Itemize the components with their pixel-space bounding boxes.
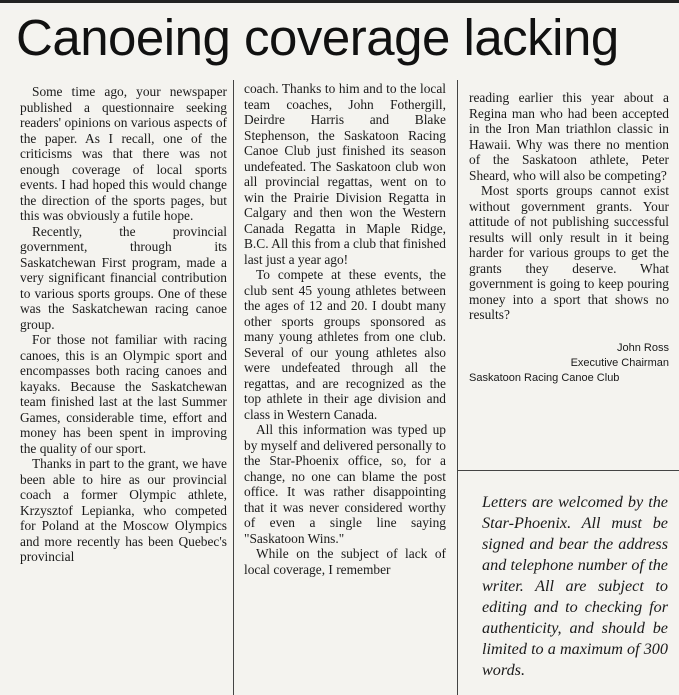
paragraph: For those not familiar with racing canoes, this is an Olympic sport and encompasses both racing canoes and kayaks. Because the Saskatchewan team finished last at the last Summer Games, considerable time, effort and money has been spent in improving the quality of our sport. <box>20 332 227 456</box>
paragraph: All this information was typed up by myself and delivered personally to the Star-Phoenix office, so, for a change, no one can blame the post office. It was rather disappointing that it was never considered worthy of even a single line saying "Saskatoon Wins." <box>244 422 446 546</box>
paragraph: While on the subject of lack of local coverage, I remember <box>244 546 446 577</box>
paragraph: To compete at these events, the club sent 45 young athletes between the ages of 12 and 20. I doubt many other sports groups sponsored as many young athletes from one club. Several of our young athletes also were undefeated through all the regattas, and are recognized as the top athlete in their age division and class in Western Canada. <box>244 267 446 422</box>
column-3 <box>469 90 669 386</box>
paragraph: coach. Thanks to him and to the local team coaches, John Fothergill, Deirdre Harris and Blake Stephenson, the Saskatoon Racing Canoe Club just finished its season undefeated. The Saskatoon club won all provincial regattas, went on to win the Prairie Division Regatta in Calgary and then won the Western Canada Regatta in Maple Ridge, B.C. All this from a club that finished last just a year ago! <box>244 81 446 267</box>
paragraph: Most sports groups cannot exist without government grants. Your attitude of not publishing successful results will only result in it being harder for various groups to get the grants they deserve. What government is going to keep pouring money into a sport that shows no results? <box>469 183 669 322</box>
signature-block <box>469 341 669 386</box>
paragraph: reading earlier this year about a Regina man who had been accepted in the Iron Man triathlon classic in Hawaii. Why was there no mention of the Saskatoon athlete, Peter Sheard, who will also be competing? <box>469 90 669 183</box>
signature-org: Saskatoon Racing Canoe Club <box>469 371 620 384</box>
signature-title: Executive Chairman <box>570 356 669 369</box>
signature-name: John Ross <box>617 341 669 354</box>
letters-notice: Letters are welcomed by the Star-Phoenix. All must be signed and bear the address and telephone number of the writer. All are subject to editing and to checking for authenticity, and should be limited to a maximum of 300 words. <box>482 493 668 679</box>
paragraph: Recently, the provincial government, through its Saskatchewan First program, made a very significant financial contribution to various sports groups. One of these was the Saskatchewan racing canoe group. <box>20 223 227 332</box>
paragraph: Thanks in part to the grant, we have been able to hire as our provincial coach a former Olympic athlete, Krzysztof Lepianka, who competed for Poland at the Moscow Olympics and more recently has been Quebec's provincial <box>20 456 227 564</box>
column-2 <box>244 81 446 577</box>
column-divider <box>233 80 234 695</box>
notice-divider <box>457 470 679 471</box>
top-rule <box>0 0 679 3</box>
column-divider <box>457 80 458 695</box>
headline: Canoeing coverage lacking <box>16 9 619 66</box>
column-1 <box>20 84 227 565</box>
paragraph: Some time ago, your newspaper published a questionnaire seeking readers' opinions on various aspects of the paper. As I recall, one of the criticisms was that there was not enough coverage of local sports events. I had hoped this would change the direction of the sports pages, but this was obviously a futile hope. <box>20 84 227 223</box>
